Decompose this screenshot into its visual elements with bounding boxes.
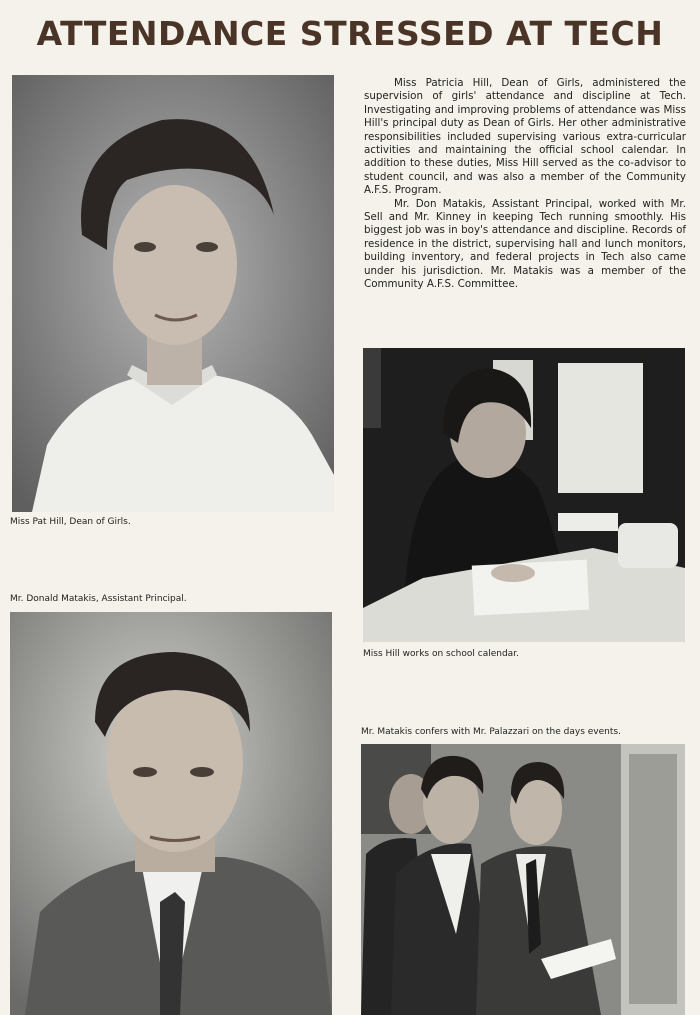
hill-calendar-caption: Miss Hill works on school calendar. <box>363 649 519 659</box>
matakis-portrait-photo <box>10 612 332 1015</box>
hill-calendar-photo <box>363 348 685 642</box>
matakis-confers-caption: Mr. Matakis confers with Mr. Palazzari on the days events. <box>361 727 621 737</box>
article-paragraph: Miss Patricia Hill, Dean of Girls, administered the supervision of girls' attendance and discipline at Tech. Investigating and improving problems of attendance was Miss Hill's principal duty as Dean of Girls. Her other administrative responsibilities included supervising various extra-curricular activities and maintaining the official school calendar. In addition to these duties, Miss Hill served as the co-advisor to student council, and was also a member of the Community A.F.S. Program. <box>364 77 686 197</box>
matakis-confers-photo <box>361 744 685 1015</box>
matakis-portrait-caption: Mr. Donald Matakis, Assistant Principal. <box>10 594 187 604</box>
hill-portrait-caption: Miss Pat Hill, Dean of Girls. <box>10 517 131 527</box>
hill-portrait-photo <box>12 75 334 512</box>
page-title: ATTENDANCE STRESSED AT TECH <box>36 14 664 53</box>
article-body <box>364 77 686 292</box>
article-paragraph: Mr. Don Matakis, Assistant Principal, worked with Mr. Sell and Mr. Kinney in keeping Tech running smoothly. His biggest job was in boy's attendance and discipline. Records of residence in the district, supervising hall and lunch monitors, building inventory, and federal projects in Tech also came under his jurisdiction. Mr. Matakis was a member of the Community A.F.S. Committee. <box>364 197 686 291</box>
